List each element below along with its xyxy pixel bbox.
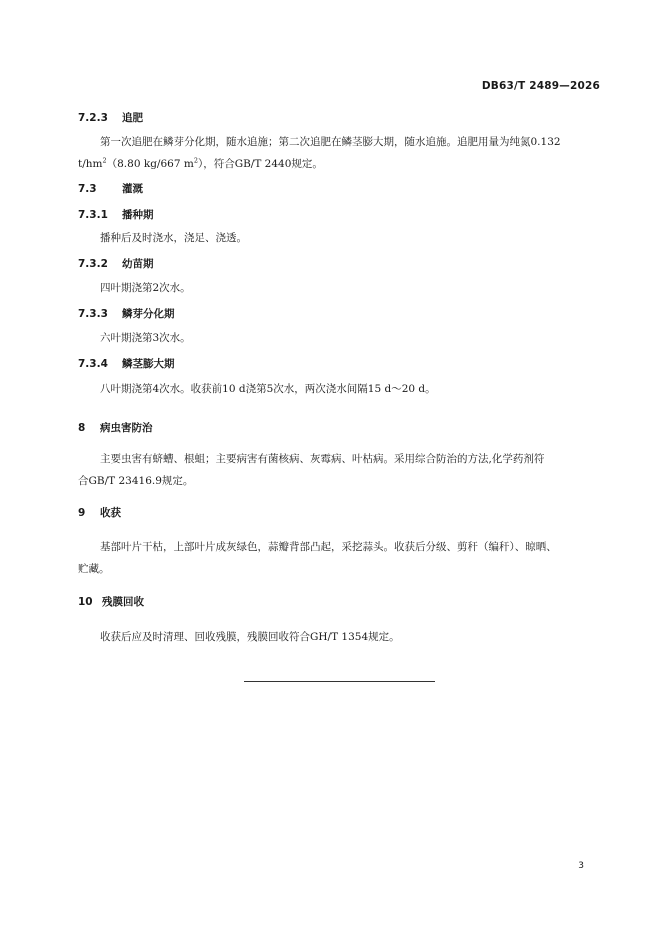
section-9-body xyxy=(78,536,598,580)
section-10-heading xyxy=(78,594,144,609)
section-number: 7.3 xyxy=(78,183,97,195)
paragraph-line: 六叶期浇第3次水。 xyxy=(100,332,191,344)
paragraph-line: 第一次追肥在鳞芽分化期，随水追施；第二次追肥在鳞茎膨大期，随水追施。追肥用量为纯氮0.132 xyxy=(100,136,561,148)
section-7-3-1-heading xyxy=(78,207,154,222)
section-7-3-3-heading xyxy=(78,306,175,321)
section-title: 鳞茎膨大期 xyxy=(122,358,175,370)
text-run: ），符合GB/T 2440规定。 xyxy=(197,158,323,170)
section-7-2-3-heading xyxy=(78,110,143,125)
superscript: 2 xyxy=(193,156,198,165)
paragraph-line xyxy=(78,153,598,175)
section-7-3-1-body xyxy=(78,227,598,249)
section-title: 播种期 xyxy=(122,209,154,221)
section-7-3-4-heading xyxy=(78,356,175,371)
section-title: 鳞芽分化期 xyxy=(122,308,175,320)
section-9-heading xyxy=(78,505,121,520)
section-8-heading xyxy=(78,420,153,435)
paragraph-line: 合GB/T 23416.9规定。 xyxy=(78,475,194,487)
paragraph-line: 四叶期浇第2次水。 xyxy=(100,282,191,294)
end-rule-divider xyxy=(244,681,435,682)
section-number: 10 xyxy=(78,596,93,608)
section-7-2-3-body xyxy=(78,131,598,175)
section-7-3-heading xyxy=(78,181,143,196)
section-title: 幼苗期 xyxy=(122,258,154,270)
section-title: 病虫害防治 xyxy=(100,422,153,434)
text-run: t/hm xyxy=(78,158,103,170)
section-7-3-4-body xyxy=(78,378,598,400)
page-number: 3 xyxy=(578,861,584,871)
paragraph-line: 八叶期浇第4次水。收获前10 d浇第5次水，两次浇水间隔15 d～20 d。 xyxy=(100,383,436,395)
section-10-body xyxy=(78,626,598,648)
section-7-3-2-heading xyxy=(78,256,154,271)
section-8-body xyxy=(78,448,598,492)
section-title: 收获 xyxy=(100,507,121,519)
section-7-3-3-body xyxy=(78,327,598,349)
section-title: 追肥 xyxy=(122,112,143,124)
section-number: 7.3.2 xyxy=(78,258,108,270)
document-code: DB63/T 2489—2026 xyxy=(481,80,600,92)
section-title: 残膜回收 xyxy=(102,596,144,608)
section-number: 7.2.3 xyxy=(78,112,108,124)
paragraph-line: 贮藏。 xyxy=(78,563,110,575)
section-number: 7.3.1 xyxy=(78,209,108,221)
paragraph-line: 基部叶片干枯，上部叶片成灰绿色，蒜瓣背部凸起，采挖蒜头。收获后分级、剪秆（编秆）、晾晒、 xyxy=(100,541,557,553)
section-number: 9 xyxy=(78,507,86,519)
text-run: （8.80 kg/667 m xyxy=(106,158,194,170)
section-number: 8 xyxy=(78,422,86,434)
superscript: 2 xyxy=(102,156,107,165)
section-number: 7.3.3 xyxy=(78,308,108,320)
paragraph-line: 收获后应及时清理、回收残膜，残膜回收符合GH/T 1354规定。 xyxy=(100,631,400,643)
section-title: 灌溉 xyxy=(122,183,143,195)
section-7-3-2-body xyxy=(78,277,598,299)
paragraph-line: 播种后及时浇水，浇足、浇透。 xyxy=(100,232,247,244)
paragraph-line: 主要虫害有蛴螬、根蛆；主要病害有菌核病、灰霉病、叶枯病。采用综合防治的方法,化学药剂符 xyxy=(100,453,545,465)
section-number: 7.3.4 xyxy=(78,358,108,370)
